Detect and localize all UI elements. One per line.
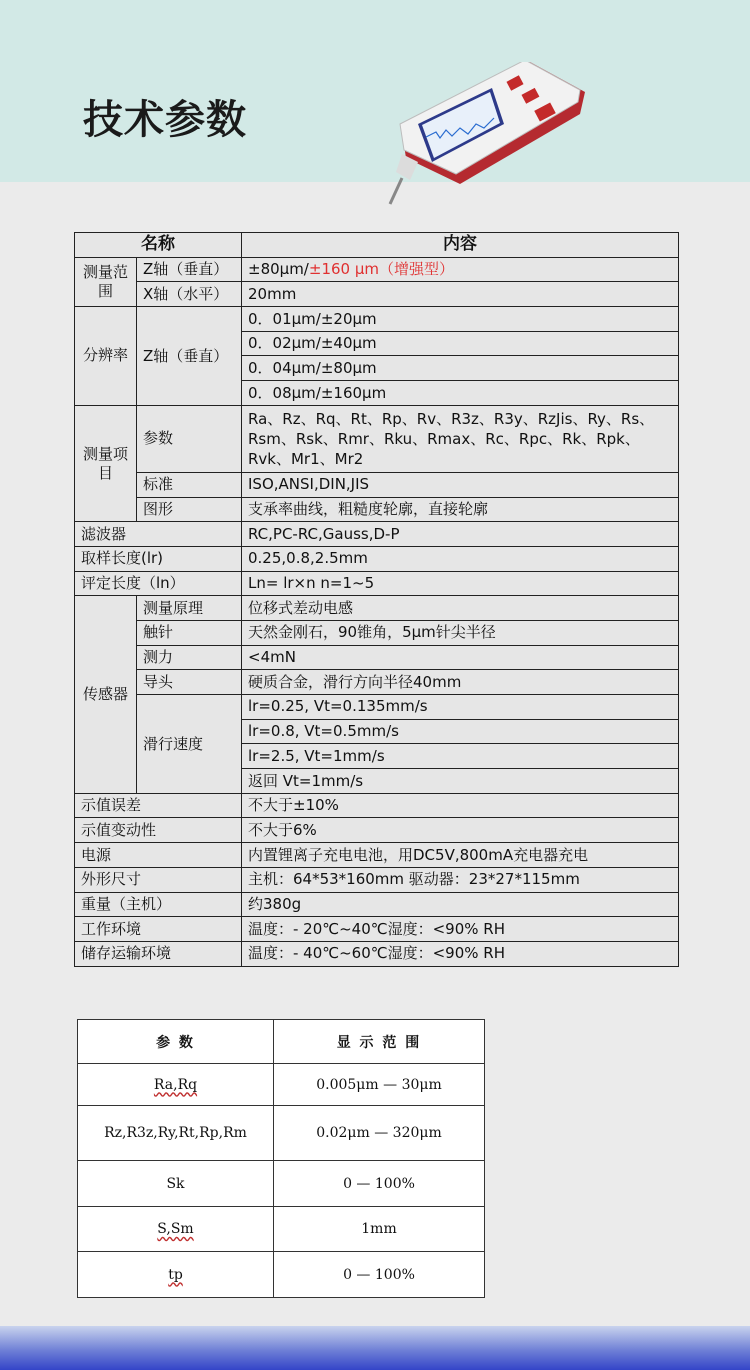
range-value: 1mm — [274, 1207, 485, 1252]
resolution-sub-label: Z轴（垂直） — [137, 307, 242, 406]
spec-row-label: 示值误差 — [75, 793, 242, 818]
speed-label: 滑行速度 — [137, 695, 242, 794]
spec-row-value: 温度：- 20℃~40℃湿度：<90% RH — [242, 917, 679, 942]
range-label: 测量范围 — [75, 257, 137, 306]
table-row — [78, 1064, 485, 1106]
stylus-value: 天然金刚石，90锥角，5μm针尖半径 — [242, 620, 679, 645]
z-axis-label: Z轴（垂直） — [137, 257, 242, 282]
table-row — [78, 1252, 485, 1298]
range-value: 0.005μm — 30μm — [274, 1064, 485, 1106]
principle-value: 位移式差动电感 — [242, 596, 679, 621]
resolution-label: 分辨率 — [75, 307, 137, 406]
force-label: 测力 — [137, 645, 242, 670]
range-param-text: S,Sm — [157, 1221, 194, 1237]
table-row — [78, 1207, 485, 1252]
speed-value: lr=0.25, Vt=0.135mm/s — [242, 695, 679, 720]
roughness-tester-illustration — [380, 62, 590, 212]
guide-label: 导头 — [137, 670, 242, 695]
spec-row-value: 温度：- 40℃~60℃湿度：<90% RH — [242, 941, 679, 966]
spec-row-label: 示值变动性 — [75, 818, 242, 843]
range-param: Rz,R3z,Ry,Rt,Rp,Rm — [78, 1106, 274, 1161]
evaluation-label: 评定长度（ln） — [75, 571, 242, 596]
spec-row-label: 工作环境 — [75, 917, 242, 942]
standard-label: 标准 — [137, 472, 242, 497]
params-value: Ra、Rz、Rq、Rt、Rp、Rv、R3z、R3y、RzJis、Ry、Rs、Rsm、Rsk、Rmr、Rku、Rmax、Rc、Rpc、Rk、Rpk、Rvk、Mr1、Mr2 — [242, 405, 679, 472]
resolution-value: 0．01μm/±20μm — [242, 307, 679, 332]
sampling-label: 取样长度(lr) — [75, 546, 242, 571]
params-label: 参数 — [137, 405, 242, 472]
table-row — [78, 1161, 485, 1207]
range-param — [78, 1064, 274, 1106]
z-range-enhanced: ±160 μm（增强型） — [308, 260, 454, 279]
graph-value: 支承率曲线，粗糙度轮廓，直接轮廓 — [242, 497, 679, 522]
force-value: <4mN — [242, 645, 679, 670]
range-param — [78, 1207, 274, 1252]
spec-table — [74, 232, 679, 967]
resolution-value: 0．08μm/±160μm — [242, 381, 679, 406]
range-param-text: tp — [168, 1266, 183, 1283]
range-value: 0.02μm — 320μm — [274, 1106, 485, 1161]
range-col-range: 显 示 范 围 — [274, 1020, 485, 1064]
col-header-content: 内容 — [242, 233, 679, 258]
footer-gradient-band — [0, 1326, 750, 1370]
x-axis-label: X轴（水平） — [137, 282, 242, 307]
table-row — [78, 1106, 485, 1161]
range-param-text: Ra,Rq — [153, 1076, 198, 1093]
items-label: 测量项目 — [75, 405, 137, 521]
page-title: 技术参数 — [83, 97, 247, 143]
spec-row-value: 约380g — [242, 892, 679, 917]
range-param — [78, 1252, 274, 1298]
resolution-value: 0．02μm/±40μm — [242, 331, 679, 356]
x-axis-range: 20mm — [242, 282, 679, 307]
speed-value: 返回 Vt=1mm/s — [242, 769, 679, 794]
spec-row-value: 不大于6% — [242, 818, 679, 843]
spec-header-row — [75, 233, 679, 258]
spec-row-label: 外形尺寸 — [75, 867, 242, 892]
principle-label: 测量原理 — [137, 596, 242, 621]
sampling-value: 0.25,0.8,2.5mm — [242, 546, 679, 571]
filter-label: 滤波器 — [75, 522, 242, 547]
spec-row-label: 重量（主机） — [75, 892, 242, 917]
range-col-param: 参 数 — [78, 1020, 274, 1064]
filter-value: RC,PC-RC,Gauss,D-P — [242, 522, 679, 547]
range-header-row — [78, 1020, 485, 1064]
speed-value: lr=0.8, Vt=0.5mm/s — [242, 719, 679, 744]
range-value: 0 — 100% — [274, 1252, 485, 1298]
range-value: 0 — 100% — [274, 1161, 485, 1207]
spec-row-label: 储存运输环境 — [75, 941, 242, 966]
display-range-table — [77, 1019, 485, 1298]
stylus-label: 触针 — [137, 620, 242, 645]
col-header-name: 名称 — [75, 233, 242, 258]
speed-value: lr=2.5, Vt=1mm/s — [242, 744, 679, 769]
spec-row-value: 主机：64*53*160mm 驱动器：23*27*115mm — [242, 867, 679, 892]
spec-row-value: 内置锂离子充电电池，用DC5V,800mA充电器充电 — [242, 843, 679, 868]
z-range-standard: ±80μm/ — [248, 260, 309, 279]
graph-label: 图形 — [137, 497, 242, 522]
range-param: Sk — [78, 1161, 274, 1207]
sensor-label: 传感器 — [75, 596, 137, 794]
z-axis-range — [242, 257, 679, 282]
standard-value: ISO,ANSI,DIN,JIS — [242, 472, 679, 497]
spec-row-label: 电源 — [75, 843, 242, 868]
resolution-value: 0．04μm/±80μm — [242, 356, 679, 381]
spec-row-value: 不大于±10% — [242, 793, 679, 818]
guide-value: 硬质合金，滑行方向半径40mm — [242, 670, 679, 695]
evaluation-value: Ln= lr×n n=1~5 — [242, 571, 679, 596]
